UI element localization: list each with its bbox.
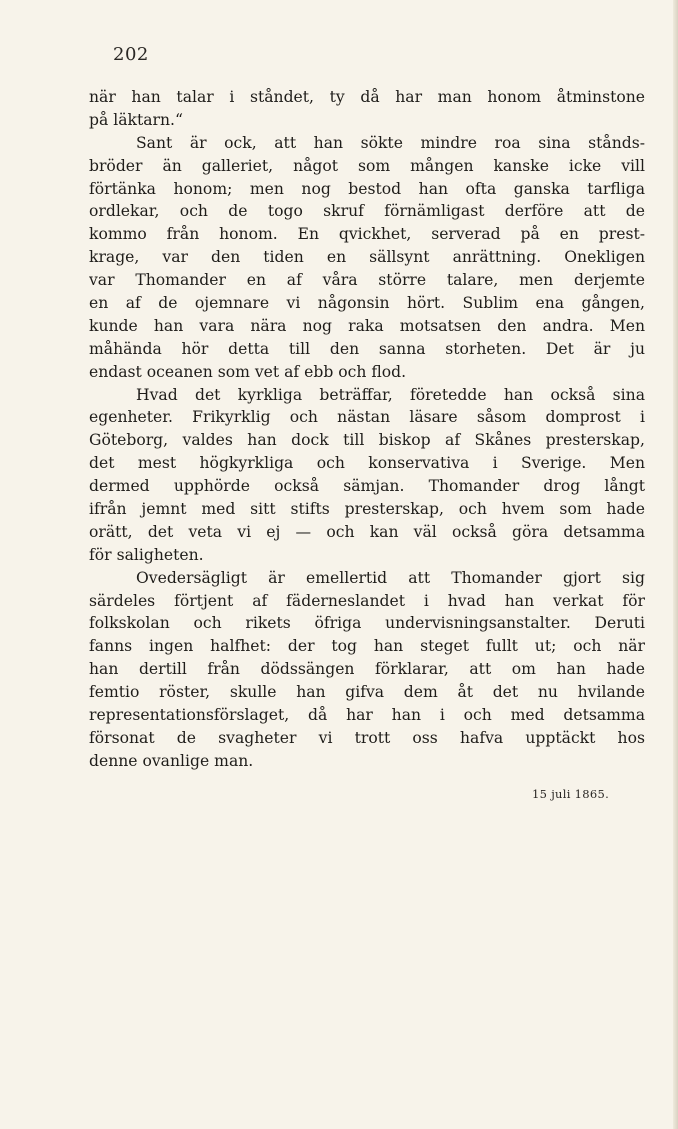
text-line: Ovedersägligt är emellertid att Thomander gjort sig — [136, 568, 645, 587]
text-line: det mest högkyrkliga och konservativa i Sverige. Men — [89, 454, 645, 473]
text-line: denne ovanlige man. — [89, 751, 254, 770]
text-line: ordlekar, och de togo skruf förnämligast derföre att de — [89, 202, 645, 221]
text-line: krage, var den tiden en sällsynt anrättning. Onekligen — [89, 248, 645, 267]
body-text — [89, 86, 645, 773]
text-line: måhända hör detta till den sanna storheten. Det är ju — [89, 339, 645, 358]
text-line: särdeles förtjent af fäderneslandet i hvad han verkat för — [89, 591, 645, 610]
text-line: ifrån jemnt med sitt stifts presterskap, och hvem som hade — [89, 500, 645, 519]
text-line: han dertill från dödssängen förklarar, att om han hade — [89, 660, 645, 679]
dateline: 15 juli 1865. — [532, 787, 610, 801]
text-line: egenheter. Frikyrklig och nästan läsare såsom domprost i — [89, 408, 645, 427]
text-line: Göteborg, valdes han dock till biskop af Skånes presterskap, — [89, 431, 645, 450]
text-line: endast oceanen som vet af ebb och flod. — [89, 362, 407, 381]
page-number: 202 — [113, 44, 149, 65]
text-line: försonat de svagheter vi trott oss hafva upptäckt hos — [89, 728, 645, 747]
text-line: kunde han vara nära nog raka motsatsen den andra. Men — [89, 316, 645, 335]
text-line: fanns ingen halfhet: der tog han steget fullt ut; och när — [89, 637, 645, 656]
text-line: Hvad det kyrkliga beträffar, företedde han också sina — [136, 385, 645, 404]
text-line: femtio röster, skulle han gifva dem åt det nu hvilande — [89, 683, 645, 702]
text-line: var Thomander en af våra större talare, men derjemte — [89, 271, 645, 290]
text-line: bröder än galleriet, något som mången kanske icke vill — [89, 156, 645, 175]
text-line: för saligheten. — [89, 545, 204, 564]
text-line: en af de ojemnare vi någonsin hört. Sublim ena gången, — [89, 294, 645, 313]
text-line: förtänka honom; men nog bestod han ofta ganska tarfliga — [89, 179, 645, 198]
text-line: representationsförslaget, då har han i och med detsamma — [89, 706, 645, 725]
text-line: folkskolan och rikets öfriga undervisningsanstalter. Deruti — [89, 614, 645, 633]
text-line: orätt, det veta vi ej — och kan väl också göra detsamma — [89, 522, 645, 541]
page-edge — [673, 0, 678, 1129]
text-line: på läktarn.“ — [89, 110, 183, 129]
text-line: Sant är ock, att han sökte mindre roa sina stånds- — [136, 133, 645, 152]
text-line: dermed upphörde också sämjan. Thomander drog långt — [89, 477, 645, 496]
text-line: kommo från honom. En qvickhet, serverad på en prest- — [89, 225, 645, 244]
text-line: när han talar i ståndet, ty då har man honom åtminstone — [89, 88, 645, 106]
